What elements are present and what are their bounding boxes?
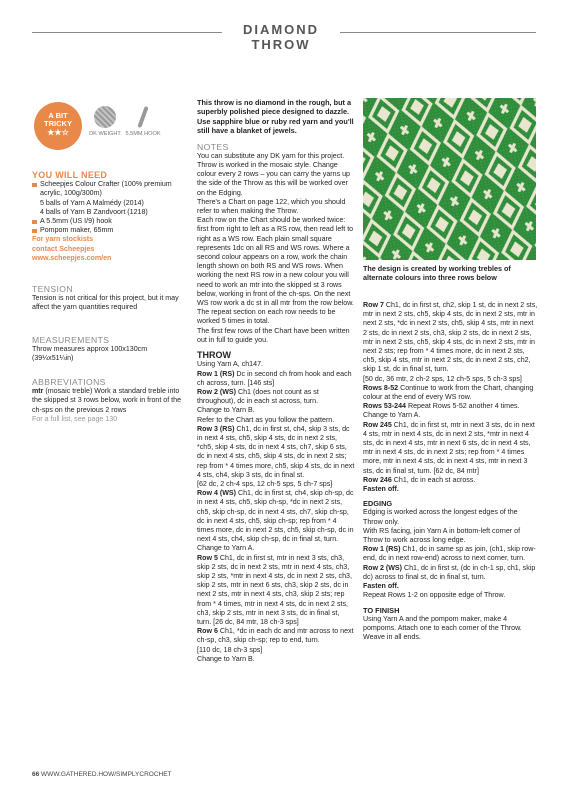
page-footer — [32, 771, 172, 778]
page-title: DIAMOND THROW — [242, 22, 320, 52]
row-text: Ch1, dc in first st, ch2, skip 1 st, dc in next 2 sts, mtr in next 2 sts, ch5, skip 4 sts, dc in next 2 sts, mtr in next 2 sts, *dc in next 2 sts, ch5, skip 4 sts, mtr in next 2 sts, dc in next 2 sts, ch3, skip 2 sts, dc in next 2 sts, mtr in next 2 sts, ch5, skip 4 sts, dc in next 2 sts, mtr in next 2 sts; rep from * 4 times more, dc in next 2 sts, ch5, skip 4 sts, mtr in next 2 sts, dc in next 2 sts, ch2, skip 1 st, dc in final st, turn. — [363, 301, 538, 374]
row-text: Ch1, dc in each st across. — [391, 475, 476, 484]
instruction-line: With RS facing, join Yarn A in bottom-left corner of Throw to work across long edge. — [363, 526, 521, 545]
abbreviations-section — [32, 378, 184, 424]
materials-item-yarn — [32, 180, 184, 217]
measurements-section — [32, 336, 184, 364]
difficulty-line1: A BIT — [48, 111, 68, 120]
notes-paragraph: Each row on the Chart should be worked twice: first from right to left as a RS row, then read left to right as a WS row. Each plain small square represents 1dc on all RS and WS rows. Where a second colour appears on a row, work the chain length shown on both RS and WS rows. When working the next RS row in a new colour you will need to work an mtr into the skipped st 3 rows below, working in front of the ch-sps. On the next WS row work a dc st in all mtr from the row below. — [197, 216, 354, 308]
middle-column — [197, 98, 355, 664]
abbreviations-heading: ABBREVIATIONS — [32, 377, 106, 387]
row-instruction — [197, 554, 355, 628]
measurements-text: Throw measures approx 100x130cm (39¼x51¼in) — [32, 345, 148, 363]
yarn-weight-badge — [86, 106, 124, 137]
instruction-line: Repeat Rows 1-2 on opposite edge of Throw. — [363, 591, 506, 600]
notes-paragraph: The first few rows of the Chart have been written out in full to guide you. — [197, 326, 350, 344]
abbreviations-full-list: For a full list, see page 130 — [32, 414, 118, 423]
row-instruction — [197, 370, 355, 388]
row-text: Ch1, dc in first st, ch4, skip 3 sts, dc in next 4 sts, ch5, skip 4 sts, dc in next 2 sts, *ch5, skip 4 sts, dc in next 4 sts, ch7, skip 6 sts, dc in next 4 sts, ch5, skip 4 sts, dc in next 2 sts; rep from * 4 times more, ch5, skip 4 sts, dc in next 4 sts, ch4, skip 3 sts, dc in final st. — [197, 424, 355, 479]
throw-photo — [363, 98, 536, 260]
stockists-line2: contact Scheepjes — [32, 244, 95, 253]
to-finish-heading: TO FINISH — [363, 605, 400, 615]
yarn-a-amount: 5 balls of Yarn A Malmédy (2014) — [40, 198, 144, 207]
stitch-count: [62 dc, 2 ch-4 sps, 12 ch-5 sps, 5 ch-7 sps] — [197, 479, 333, 488]
row-instruction — [363, 564, 538, 582]
row-label: Row 4 (WS) — [197, 489, 237, 498]
stitch-count: [110 dc, 18 ch-3 sps] — [197, 645, 263, 654]
row-text: Ch1, dc in first st, ch4, skip ch-sp, dc in next 4 sts, ch5, skip ch-sp, *dc in next 2 sts, ch5, skip ch-sp, dc in next 4 sts, ch7, skip ch-sp, dc in next 4 sts, ch5, skip ch-sp; rep from * 4 times more, dc in next 2 sts, ch5, skip ch-sp, dc in next 4 sts, ch4, skip ch-sp, dc in final st, turn. — [197, 489, 354, 544]
instruction-line: Change to Yarn A. — [197, 544, 255, 553]
row-text: Dc in second ch from hook and each ch across, turn. [146 sts] — [197, 369, 352, 387]
header-rule-right — [340, 32, 536, 33]
stockists-link[interactable]: www.scheepjes.com/en — [32, 253, 112, 262]
row-label: Row 245 — [363, 420, 392, 429]
you-will-need-heading: YOU WILL NEED — [32, 170, 108, 180]
instruction-line: Edging is worked across the longest edges of the Throw only. — [363, 508, 518, 526]
row-instruction — [363, 476, 538, 485]
row-label: Row 2 (WS) — [363, 563, 403, 572]
tension-section — [32, 285, 184, 313]
notes-paragraph: There's a Chart on page 122, which you should refer to when making the Throw. — [197, 197, 346, 216]
tension-text: Tension is not critical for this project, but it may affect the yarn quantities required — [32, 294, 179, 312]
throw-heading: THROW — [197, 350, 231, 361]
stockists-line1: For yarn stockists — [32, 235, 94, 244]
row-instruction — [363, 301, 538, 375]
diamond-pattern-image — [363, 98, 536, 260]
page-header — [0, 22, 566, 52]
instruction-line: Refer to the Chart as you follow the pattern. — [197, 415, 335, 424]
row-label: Row 6 — [197, 627, 218, 636]
crochet-hook-icon — [137, 106, 148, 128]
row-label: Row 1 (RS) — [363, 545, 401, 554]
row-label: Row 246 — [363, 475, 392, 484]
row-label: Row 2 (WS) — [197, 387, 237, 396]
row-text: Ch1 (does not count as st throughout), dc in each st across, turn. — [197, 387, 319, 406]
row-text: Continue to work from the Chart, changing colour at the end of every WS row. — [363, 383, 534, 402]
instruction-line: Change to Yarn B. — [197, 406, 255, 415]
page-number: 66 — [32, 771, 40, 778]
difficulty-stars: ★★☆ — [47, 128, 69, 137]
notes-heading: NOTES — [197, 141, 229, 152]
row-text: Ch1, dc in first st, mtr in next 3 sts, dc in next 4 sts, mtr in next 4 sts, dc in next 2 sts, *mtr in next 4 sts, dc in next 4 sts, mtr in next 6 sts, dc in next 4 sts, mtr in next 4 sts, dc in next 2 sts; rep from * 4 times more, mtr in next 4 sts, dc in next 4 sts, mtr in next 3 sts, dc in final st, turn. [62 dc, 84 mtr] — [363, 420, 535, 475]
you-will-need-section — [32, 171, 184, 263]
row-label: Row 5 — [197, 553, 218, 562]
hook-size-label: 5.5MM HOOK — [125, 131, 161, 137]
hook-size-badge — [124, 106, 162, 137]
yarn-ball-icon — [94, 106, 116, 128]
row-label: Row 1 (RS) — [197, 369, 235, 378]
photo-caption: The design is created by working trebles of alternate colours into three rows below — [363, 264, 511, 283]
yarn-b-amount: 4 balls of Yarn B Zandvoort (1218) — [40, 207, 148, 216]
materials-item-hook: A 5.5mm (US I/9) hook — [32, 217, 184, 226]
yarn-weight-label: DK WEIGHT — [89, 131, 121, 137]
row-instruction — [197, 425, 355, 480]
fasten-off: Fasten off. — [363, 582, 399, 591]
tension-heading: TENSION — [32, 284, 73, 294]
row-text: Ch1, *dc in each dc and mtr across to next ch-sp, ch3, skip ch-sp; rep to end, turn. — [197, 627, 354, 645]
difficulty-badge — [34, 102, 82, 150]
row-instruction — [197, 627, 355, 645]
row-instruction — [363, 421, 538, 476]
pattern-badges — [32, 100, 182, 156]
abbreviation-term: mtr — [32, 387, 44, 396]
intro-text: This throw is no diamond in the rough, but a superbly polished piece designed to dazzle. Use sapphire blue or ruby red yarn and you'll still have a blanket of jewels. — [197, 98, 354, 136]
notes-paragraph: The repeat section on each row needs to be worked 5 times in total. — [197, 308, 336, 326]
instruction-line: Using Yarn A, ch147. — [197, 360, 263, 369]
fasten-off: Fasten off. — [363, 485, 399, 494]
row-label: Row 7 — [363, 301, 384, 309]
row-label: Row 3 (RS) — [197, 424, 235, 433]
abbreviation-definition: (mosaic treble) Work a standard treble into the skipped st 3 rows below, work in front of the ch-sps on the previous 2 rows — [32, 387, 182, 414]
row-instruction — [363, 402, 538, 411]
materials-item-pompom: Pompom maker, 65mm — [32, 226, 184, 235]
right-column — [363, 301, 538, 642]
difficulty-line2: TRICKY — [44, 119, 72, 128]
footer-url[interactable]: WWW.GATHERED.HOW/SIMPLYCROCHET — [41, 771, 172, 778]
row-text: Ch1, dc in first st, (dc in ch-1 sp, ch1, skip dc) across to final st, dc in final st, turn. — [363, 563, 536, 581]
header-rule-left — [32, 32, 222, 33]
row-text: Ch1, dc in first st, mtr in next 3 sts, ch3, skip 2 sts, dc in next 2 sts, mtr in next 4 sts, ch3, skip 2 sts, *mtr in next 4 sts, dc in next 2 sts, ch3, skip 2 sts, mtr in next 6 sts, ch3, skip 2 sts, dc in next 2 sts, mtr in next 4 sts, ch3, skip 2 sts; rep from * 4 times, mtr in next 4 sts, dc in next 2 sts, ch3, skip 2 sts, mtr in next 3 sts, dc in final st, turn. [26 dc, 84 mtr, 18 ch-3 sps] — [197, 553, 352, 626]
row-text: Ch1, dc in same sp as join, (ch1, skip row-end, dc in next row-end) across to next corner, turn. — [363, 545, 536, 563]
row-text: Repeat Rows 5-52 another 4 times. — [405, 402, 520, 411]
stitch-count: [50 dc, 36 mtr, 2 ch-2 sps, 12 ch-5 sps, 5 ch-3 sps] — [363, 374, 522, 383]
instruction-line: Change to Yarn A. — [363, 411, 421, 420]
measurements-heading: MEASUREMENTS — [32, 335, 110, 345]
instruction-line: Using Yarn A and the pompom maker, make 4 pompoms. Attach one to each corner of the Throw. — [363, 614, 522, 632]
row-instruction — [363, 545, 538, 563]
instruction-line: Change to Yarn B. — [197, 654, 255, 663]
row-instruction — [197, 388, 355, 406]
yarn-description: Scheepjes Colour Crafter (100% premium acrylic, 100g/300m) — [40, 180, 172, 198]
abbreviation-mtr — [32, 387, 184, 415]
row-label: Rows 53-244 — [363, 402, 406, 411]
row-label: Rows 8-52 — [363, 383, 399, 392]
instruction-line: Weave in all ends. — [363, 633, 421, 642]
row-instruction — [363, 384, 538, 402]
edging-heading: EDGING — [363, 499, 393, 509]
row-instruction — [197, 489, 355, 544]
notes-paragraph: You can substitute any DK yarn for this project. Throw is worked in the mosaic style. Change colour every 2 rows – you can carry the yarns up the side of the Throw as this will be worked over on the Edging. — [197, 151, 350, 197]
